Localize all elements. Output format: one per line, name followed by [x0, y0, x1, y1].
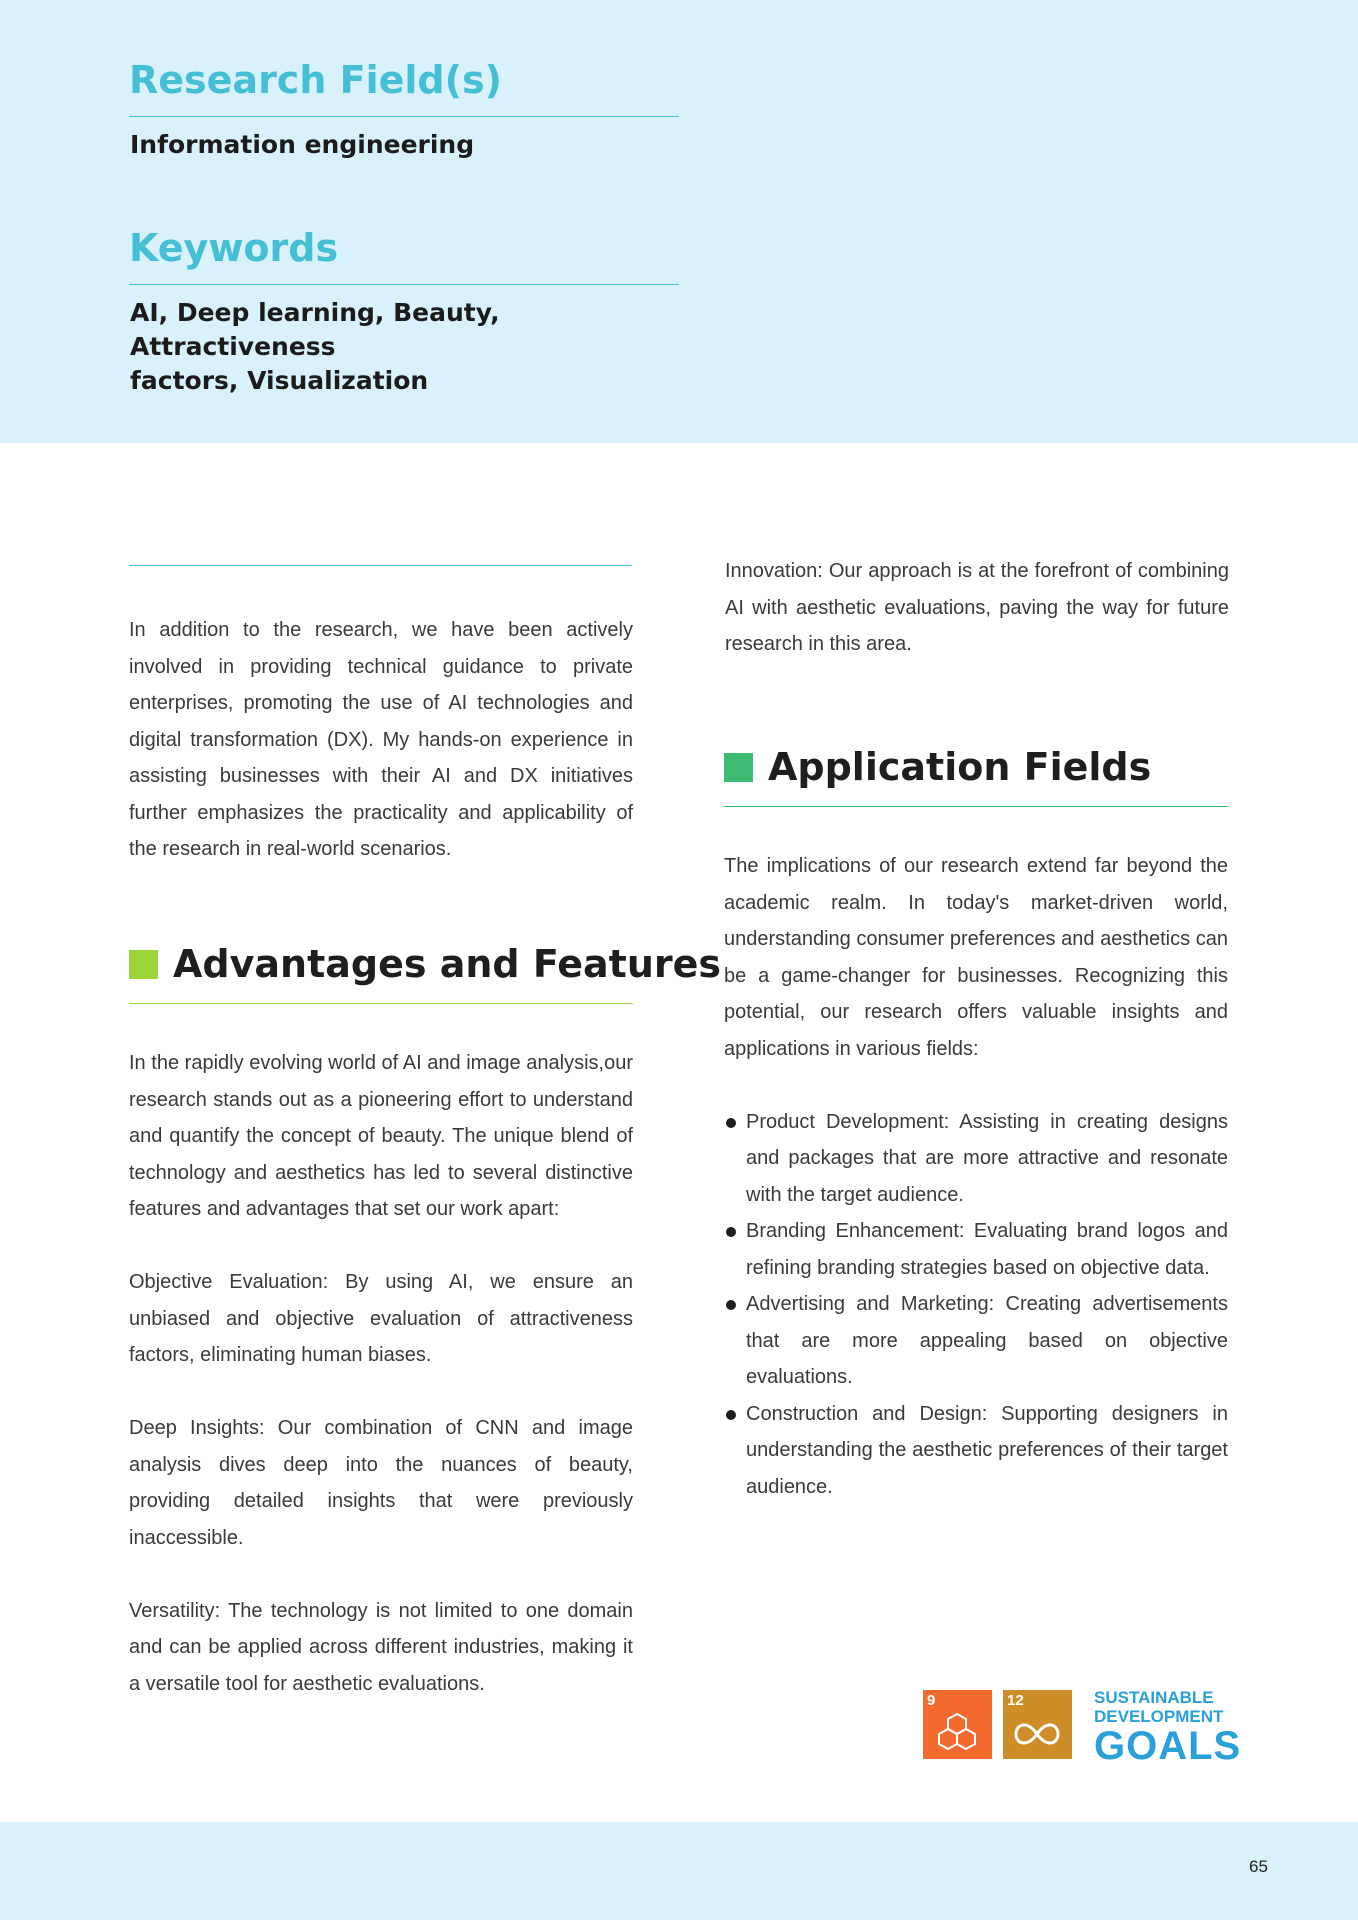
keywords-line-1: AI, Deep learning, Beauty, Attractiveness — [130, 298, 500, 361]
sdg-development: DEVELOPMENT — [1094, 1707, 1224, 1726]
objective-evaluation: Objective Evaluation: By using AI, we ensure an unbiased and objective evaluation of attractiveness factors, eliminating human biases. — [129, 1271, 633, 1366]
sdg-goals: GOALS — [1094, 1724, 1242, 1768]
intro-paragraph — [129, 612, 633, 868]
keywords-rule — [129, 284, 679, 285]
advantages-heading — [129, 942, 721, 986]
list-item: Advertising and Marketing: Creating advertisements that are more appealing based on objective evaluations. — [724, 1286, 1228, 1396]
left-column-rule — [129, 565, 632, 566]
sdg-sustainable: SUSTAINABLE — [1094, 1688, 1214, 1707]
intro-text: In addition to the research, we have been actively involved in providing technical guidance to private enterprises, promoting the use of AI technologies and digital transformation (DX). My hands-on experience in assisting businesses with their AI and DX initiatives further emphasizes the practicality and applicability of the research in real-world scenarios. — [129, 619, 633, 860]
advantages-intro: In the rapidly evolving world of AI and image analysis,our research stands out as a pioneering effort to understand and quantify the concept of beauty. The unique blend of technology and aesthetics has led to several distinctive features and advantages that set our work apart: — [129, 1052, 633, 1220]
sdg-wordmark — [1094, 1688, 1242, 1768]
advantages-rule — [129, 1003, 633, 1004]
sdg-9-number: 9 — [927, 1692, 936, 1709]
application-title: Application Fields — [768, 745, 1152, 789]
deep-insights: Deep Insights: Our combination of CNN and image analysis dives deep into the nuances of beauty, providing detailed insights that were previously inaccessible. — [129, 1417, 633, 1549]
list-item: Product Development: Assisting in creating designs and packages that are more attractive and resonate with the target audience. — [724, 1104, 1228, 1214]
list-item: Branding Enhancement: Evaluating brand logos and refining branding strategies based on objective data. — [724, 1213, 1228, 1286]
versatility: Versatility: The technology is not limited to one domain and can be applied across different industries, making it a versatile tool for aesthetic evaluations. — [129, 1599, 633, 1695]
infinity-icon — [1003, 1690, 1072, 1759]
research-fields-rule — [129, 116, 679, 117]
green-square-icon — [129, 950, 158, 979]
list-item: Construction and Design: Supporting designers in understanding the aesthetic preferences of their target audience. — [724, 1396, 1228, 1506]
innovation-paragraph — [725, 553, 1229, 663]
cubes-icon — [923, 1690, 992, 1759]
keywords-heading: Keywords — [129, 226, 339, 270]
innovation-text: Innovation: Our approach is at the forefront of combining AI with aesthetic evaluations, paving the way for future research in this area. — [725, 560, 1229, 655]
teal-square-icon — [724, 753, 753, 782]
advantages-body — [129, 1045, 633, 1702]
page-number: 65 — [1249, 1857, 1268, 1876]
sdg-9-icon — [923, 1690, 992, 1759]
application-heading — [724, 745, 1151, 789]
keywords-line-2: factors, Visualization — [130, 366, 429, 395]
application-list — [724, 1104, 1228, 1506]
application-intro: The implications of our research extend far beyond the academic realm. In today's market-driven world, understanding consumer preferences and aesthetics can be a game-changer for businesses. Recognizing this potential, our research offers valuable insights and applications in various fields: — [724, 855, 1228, 1060]
advantages-title: Advantages and Features — [173, 942, 722, 986]
footer-band — [0, 1822, 1358, 1920]
application-rule — [724, 806, 1228, 807]
research-fields-value: Information engineering — [130, 130, 475, 159]
research-fields-heading: Research Field(s) — [129, 58, 502, 102]
keywords-value — [130, 296, 690, 398]
application-body — [724, 848, 1228, 1505]
sdg-12-number: 12 — [1007, 1692, 1024, 1709]
sdg-12-icon — [1003, 1690, 1072, 1759]
